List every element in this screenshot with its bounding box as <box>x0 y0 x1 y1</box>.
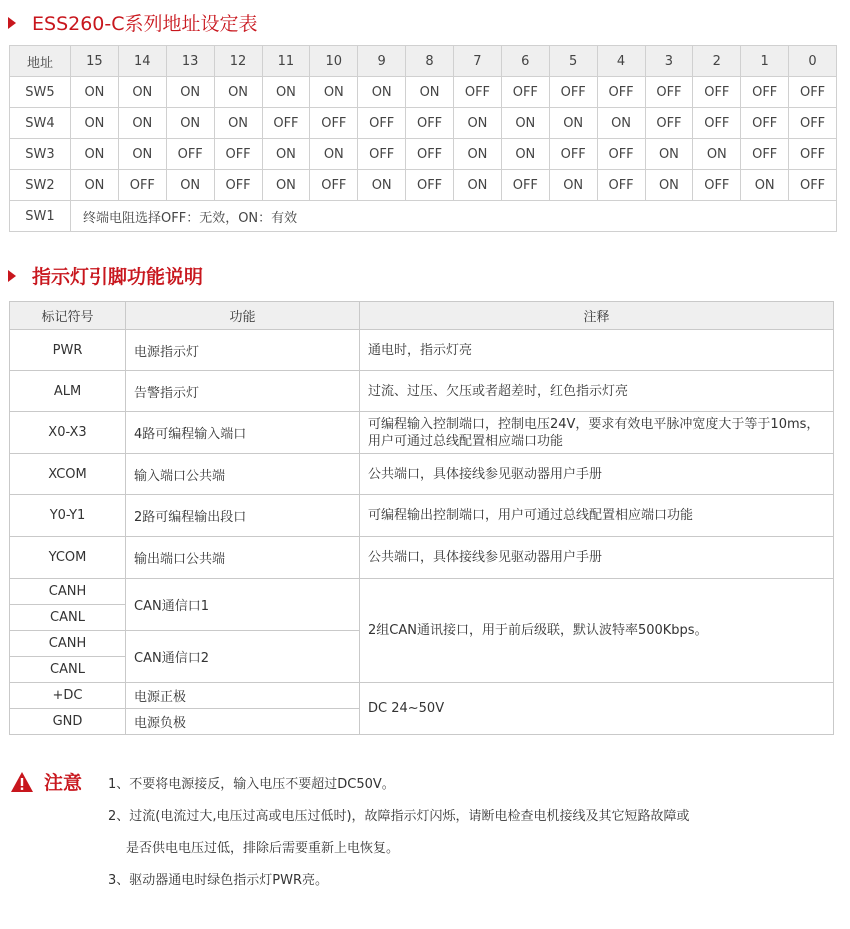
switch-state-cell: ON <box>645 139 693 170</box>
switch-state-cell: ON <box>501 108 549 139</box>
switch-state-cell: OFF <box>789 170 837 201</box>
switch-state-cell: OFF <box>118 170 166 201</box>
switch-state-cell: OFF <box>789 77 837 108</box>
pin-row <box>10 412 834 454</box>
switch-state-cell: ON <box>741 170 789 201</box>
pin-table-title-text: 指示灯引脚功能说明 <box>32 266 204 288</box>
switch-state-cell: OFF <box>406 170 454 201</box>
warning-line: 是否供电电压过低，排除后需要重新上电恢复。 <box>126 841 400 856</box>
address-column-header: 0 <box>789 46 837 77</box>
pin-row <box>10 371 834 412</box>
switch-state-cell: OFF <box>789 139 837 170</box>
switch-state-cell: OFF <box>262 108 310 139</box>
pin-note: 可编程输入控制端口，控制电压24V，要求有效电平脉冲宽度大于等于10ms，用户可通过总线配置相应端口功能 <box>360 412 834 454</box>
switch-state-cell: OFF <box>166 139 214 170</box>
switch-state-cell: OFF <box>789 108 837 139</box>
switch-state-cell: ON <box>214 77 262 108</box>
switch-state-cell: OFF <box>310 108 358 139</box>
switch-state-cell: ON <box>118 108 166 139</box>
address-table-title <box>8 9 258 36</box>
pin-row <box>10 495 834 537</box>
switch-state-cell: OFF <box>501 77 549 108</box>
address-column-header: 10 <box>310 46 358 77</box>
switch-state-cell: ON <box>406 77 454 108</box>
switch-state-cell: OFF <box>549 77 597 108</box>
switch-state-cell: ON <box>118 139 166 170</box>
pin-symbol: CANH <box>10 631 126 657</box>
pin-row <box>10 537 834 579</box>
pin-symbol: XCOM <box>10 454 126 495</box>
address-column-header: 4 <box>597 46 645 77</box>
symbol-header: 标记符号 <box>10 302 126 330</box>
pin-function: 4路可编程输入端口 <box>126 412 360 454</box>
switch-state-cell: ON <box>454 108 502 139</box>
pin-function: 电源负极 <box>126 709 360 735</box>
switch-state-cell: ON <box>310 77 358 108</box>
address-row <box>10 77 837 108</box>
warning-line: 1、不要将电源接反，输入电压不要超过DC50V。 <box>108 777 395 792</box>
pin-note: 通电时，指示灯亮 <box>360 330 834 371</box>
address-header-label: 地址 <box>10 46 71 77</box>
pin-symbol: CANL <box>10 605 126 631</box>
address-column-header: 12 <box>214 46 262 77</box>
switch-state-cell: OFF <box>693 77 741 108</box>
switch-state-cell: ON <box>214 108 262 139</box>
switch-state-cell: ON <box>693 139 741 170</box>
switch-state-cell: ON <box>262 77 310 108</box>
switch-state-cell: OFF <box>597 170 645 201</box>
address-row <box>10 139 837 170</box>
pin-header-row <box>10 302 834 330</box>
warning-heading <box>10 768 82 795</box>
can-row <box>10 579 834 605</box>
power-row <box>10 683 834 709</box>
pin-function: 输入端口公共端 <box>126 454 360 495</box>
pin-table-title <box>8 262 203 289</box>
address-column-header: 11 <box>262 46 310 77</box>
switch-state-cell: OFF <box>693 108 741 139</box>
pin-symbol: PWR <box>10 330 126 371</box>
triangle-bullet-icon <box>8 270 16 282</box>
switch-state-cell: ON <box>597 108 645 139</box>
pin-function: CAN通信口1 <box>126 579 360 631</box>
switch-state-cell: ON <box>549 108 597 139</box>
pin-note: 过流、过压、欠压或者超差时，红色指示灯亮 <box>360 371 834 412</box>
switch-state-cell: OFF <box>406 108 454 139</box>
switch-state-cell: ON <box>454 139 502 170</box>
pin-function: 电源指示灯 <box>126 330 360 371</box>
switch-state-cell: OFF <box>549 139 597 170</box>
address-column-header: 6 <box>501 46 549 77</box>
switch-state-cell: OFF <box>741 77 789 108</box>
note-header: 注释 <box>360 302 834 330</box>
address-row <box>10 108 837 139</box>
address-column-header: 2 <box>693 46 741 77</box>
sw1-row <box>10 201 837 232</box>
switch-state-cell: ON <box>71 170 119 201</box>
warning-label: 注意 <box>44 772 83 794</box>
pin-row <box>10 330 834 371</box>
pin-function: CAN通信口2 <box>126 631 360 683</box>
pin-function: 告警指示灯 <box>126 371 360 412</box>
switch-state-cell: ON <box>549 170 597 201</box>
switch-state-cell: OFF <box>693 170 741 201</box>
address-column-header: 9 <box>358 46 406 77</box>
switch-state-cell: ON <box>118 77 166 108</box>
pin-function: 电源正极 <box>126 683 360 709</box>
switch-state-cell: OFF <box>645 77 693 108</box>
address-column-header: 5 <box>549 46 597 77</box>
switch-state-cell: OFF <box>358 108 406 139</box>
pin-function-table <box>9 301 834 735</box>
pin-symbol: CANL <box>10 657 126 683</box>
pin-symbol: YCOM <box>10 537 126 579</box>
switch-state-cell: ON <box>262 170 310 201</box>
address-table <box>9 45 837 232</box>
can-note: 2组CAN通讯接口，用于前后级联，默认波特率500Kbps。 <box>360 579 834 683</box>
switch-state-cell: ON <box>310 139 358 170</box>
sw1-label: SW1 <box>10 201 71 232</box>
switch-state-cell: ON <box>71 139 119 170</box>
switch-state-cell: ON <box>501 139 549 170</box>
switch-state-cell: ON <box>454 170 502 201</box>
switch-state-cell: OFF <box>597 77 645 108</box>
pin-symbol: +DC <box>10 683 126 709</box>
function-header: 功能 <box>126 302 360 330</box>
switch-state-cell: OFF <box>741 139 789 170</box>
switch-state-cell: ON <box>166 170 214 201</box>
switch-state-cell: OFF <box>214 170 262 201</box>
pin-symbol: ALM <box>10 371 126 412</box>
switch-state-cell: ON <box>71 77 119 108</box>
warning-line: 3、驱动器通电时绿色指示灯PWR亮。 <box>108 873 328 888</box>
pin-note: 公共端口，具体接线参见驱动器用户手册 <box>360 537 834 579</box>
switch-state-cell: OFF <box>741 108 789 139</box>
switch-state-cell: OFF <box>358 139 406 170</box>
address-header-row <box>10 46 837 77</box>
switch-label: SW3 <box>10 139 71 170</box>
switch-label: SW4 <box>10 108 71 139</box>
pin-symbol: CANH <box>10 579 126 605</box>
switch-state-cell: OFF <box>501 170 549 201</box>
switch-state-cell: OFF <box>454 77 502 108</box>
switch-label: SW2 <box>10 170 71 201</box>
switch-state-cell: ON <box>645 170 693 201</box>
switch-state-cell: ON <box>166 108 214 139</box>
switch-state-cell: OFF <box>214 139 262 170</box>
warning-line: 2、过流(电流过大,电压过高或电压过低时)，故障指示灯闪烁，请断电检查电机接线及其它短路故障或 <box>108 809 690 824</box>
pin-symbol: Y0-Y1 <box>10 495 126 537</box>
switch-label: SW5 <box>10 77 71 108</box>
sw1-note: 终端电阻选择OFF：无效，ON：有效 <box>71 201 837 232</box>
address-column-header: 13 <box>166 46 214 77</box>
address-column-header: 8 <box>406 46 454 77</box>
address-column-header: 14 <box>118 46 166 77</box>
switch-state-cell: OFF <box>310 170 358 201</box>
warning-triangle-icon <box>10 771 34 793</box>
address-column-header: 7 <box>454 46 502 77</box>
address-column-header: 15 <box>71 46 119 77</box>
switch-state-cell: OFF <box>597 139 645 170</box>
switch-state-cell: ON <box>166 77 214 108</box>
address-row <box>10 170 837 201</box>
pin-note: 公共端口，具体接线参见驱动器用户手册 <box>360 454 834 495</box>
switch-state-cell: OFF <box>645 108 693 139</box>
address-column-header: 1 <box>741 46 789 77</box>
pin-symbol: GND <box>10 709 126 735</box>
triangle-bullet-icon <box>8 17 16 29</box>
switch-state-cell: ON <box>358 77 406 108</box>
pin-function: 输出端口公共端 <box>126 537 360 579</box>
address-table-title-text: ESS260-C系列地址设定表 <box>32 13 258 35</box>
switch-state-cell: ON <box>262 139 310 170</box>
address-column-header: 3 <box>645 46 693 77</box>
pin-symbol: X0-X3 <box>10 412 126 454</box>
pin-row <box>10 454 834 495</box>
power-note: DC 24~50V <box>360 683 834 735</box>
pin-note: 可编程输出控制端口，用户可通过总线配置相应端口功能 <box>360 495 834 537</box>
switch-state-cell: ON <box>358 170 406 201</box>
switch-state-cell: ON <box>71 108 119 139</box>
switch-state-cell: OFF <box>406 139 454 170</box>
pin-function: 2路可编程输出段口 <box>126 495 360 537</box>
